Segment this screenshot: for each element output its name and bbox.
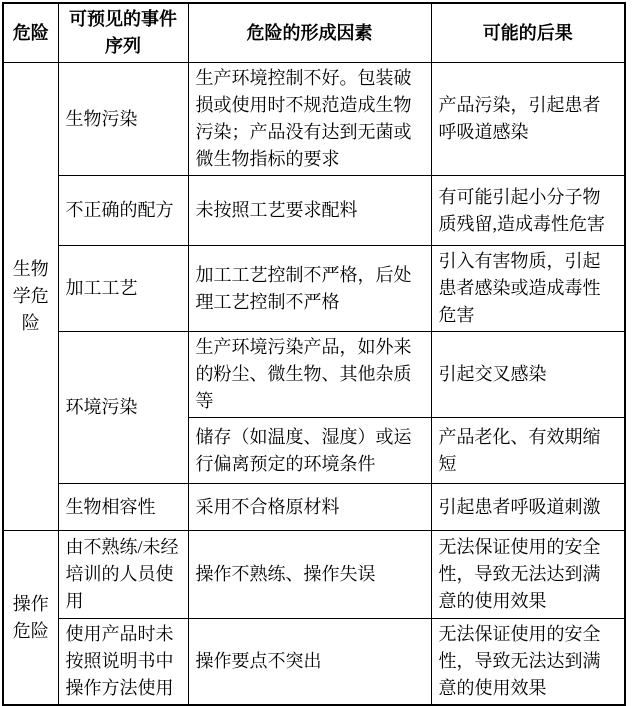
factor-cell: 操作不熟练、操作失误 xyxy=(188,531,431,619)
header-forming-factor: 危险的形成因素 xyxy=(188,3,431,63)
factor-cell: 储存（如温度、湿度）或运行偏离预定的环境条件 xyxy=(188,418,431,484)
table-row xyxy=(3,484,625,531)
consequence-cell: 产品污染，引起患者呼吸道感染 xyxy=(431,63,625,176)
consequence-cell: 引入有害物质，引起患者感染或造成毒性危害 xyxy=(431,246,625,332)
event-cell: 使用产品时未按照说明书中操作方法使用 xyxy=(58,619,188,706)
table-row xyxy=(3,619,625,706)
event-cell: 生物污染 xyxy=(58,63,188,176)
header-event-sequence: 可预见的事件序列 xyxy=(58,3,188,63)
header-row xyxy=(3,3,625,63)
consequence-cell: 无法保证使用的安全性，导致无法达到满意的使用效果 xyxy=(431,531,625,619)
table-row xyxy=(3,531,625,619)
factor-cell: 采用不合格原材料 xyxy=(188,484,431,531)
factor-cell: 生产环境污染产品，如外来的粉尘、微生物、其他杂质等 xyxy=(188,332,431,418)
factor-cell: 生产环境控制不好。包装破损或使用时不规范造成生物污染；产品没有达到无菌或微生物指标的要求 xyxy=(188,63,431,176)
hazard-cell-biological: 生物学危险 xyxy=(3,63,58,531)
table-row xyxy=(3,332,625,418)
header-possible-consequence: 可能的后果 xyxy=(431,3,625,63)
table-row xyxy=(3,246,625,332)
header-hazard: 危险 xyxy=(3,3,58,63)
table-row xyxy=(3,176,625,246)
factor-cell: 未按照工艺要求配料 xyxy=(188,176,431,246)
event-cell: 加工工艺 xyxy=(58,246,188,332)
event-cell-environment: 环境污染 xyxy=(58,332,188,484)
table-row xyxy=(3,63,625,176)
consequence-cell: 产品老化、有效期缩短 xyxy=(431,418,625,484)
hazard-analysis-table xyxy=(2,2,626,706)
event-cell: 生物相容性 xyxy=(58,484,188,531)
factor-cell: 操作要点不突出 xyxy=(188,619,431,706)
consequence-cell: 引起交叉感染 xyxy=(431,332,625,418)
consequence-cell: 有可能引起小分子物质残留,造成毒性危害 xyxy=(431,176,625,246)
hazard-cell-operation: 操作危险 xyxy=(3,531,58,706)
event-cell: 不正确的配方 xyxy=(58,176,188,246)
factor-cell: 加工工艺控制不严格，后处理工艺控制不严格 xyxy=(188,246,431,332)
event-cell: 由不熟练/未经培训的人员使用 xyxy=(58,531,188,619)
consequence-cell: 引起患者呼吸道刺激 xyxy=(431,484,625,531)
consequence-cell: 无法保证使用的安全性，导致无法达到满意的使用效果 xyxy=(431,619,625,706)
